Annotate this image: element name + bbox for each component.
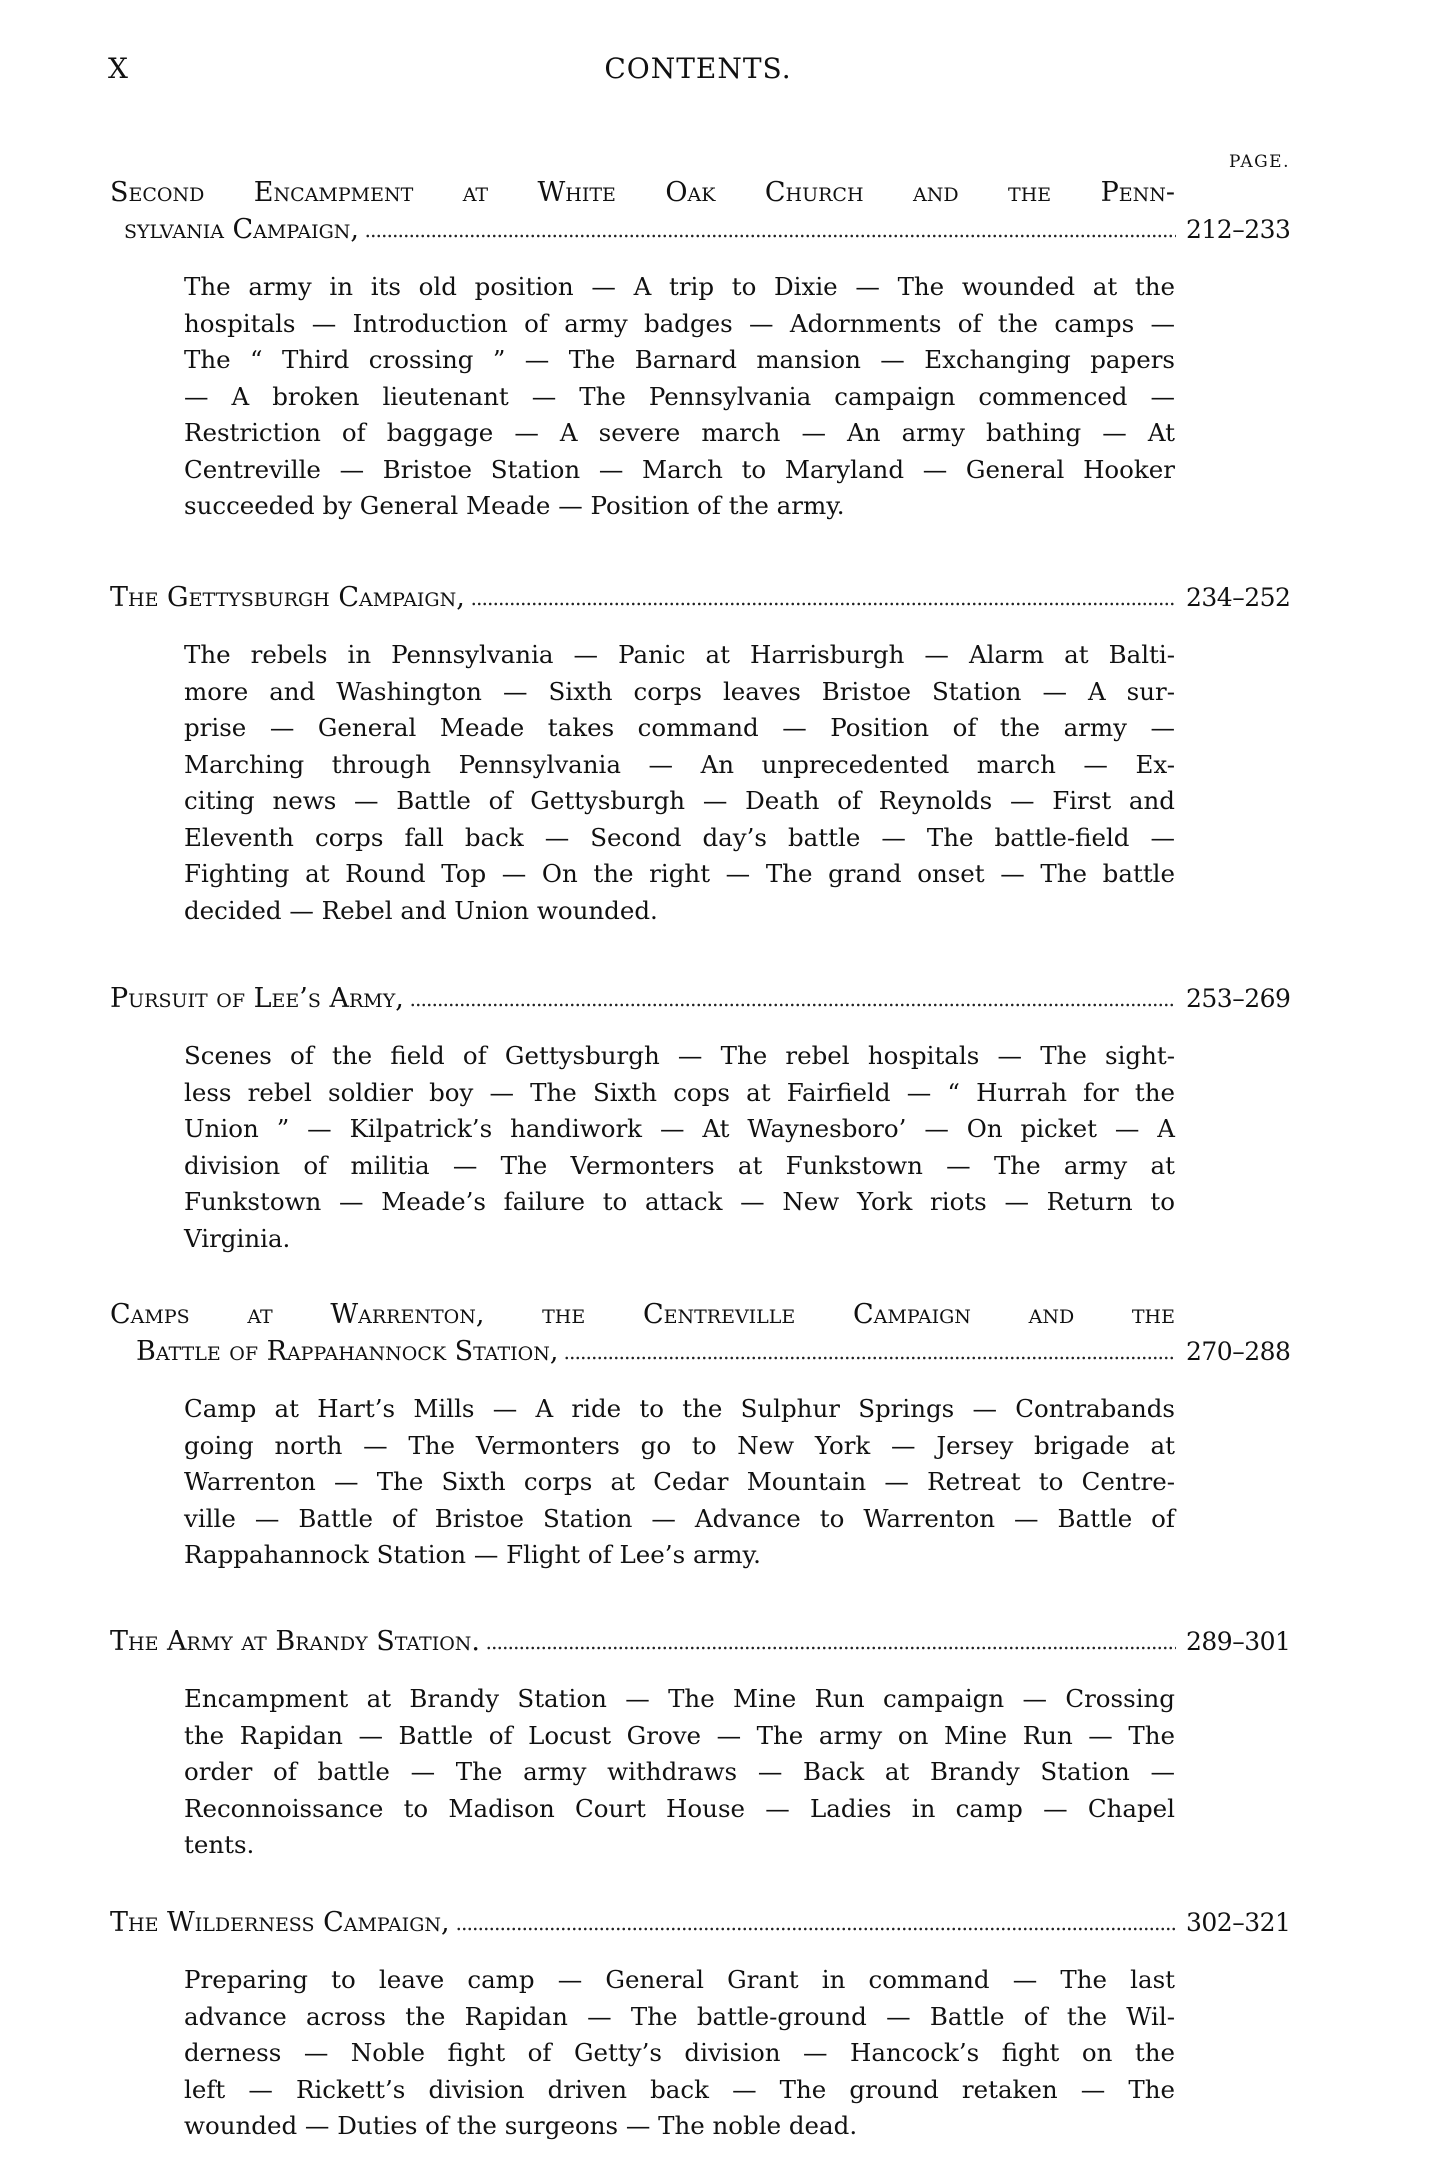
summary-line: the Rapidan — Battle of Locust Grove — The army on Mine Run — The (184, 1720, 1175, 1750)
summary-line: citing news — Battle of Gettysburgh — Death of Reynolds — First and (184, 786, 1175, 815)
summary-line: Warrenton — The Sixth corps at Cedar Mountain — Retreat to Centre- (184, 1467, 1175, 1496)
summary-line: advance across the Rapidan — The battle-ground — Battle of the Wil- (184, 2001, 1175, 2031)
entry-title-line (110, 1623, 1290, 1660)
summary-line: ville — Battle of Bristoe Station — Advance to Warrenton — Battle of (184, 1503, 1175, 1533)
summary-line: division of militia — The Vermonters at Funkstown — The army at (184, 1150, 1175, 1180)
entry-page-range: 302–321 (1186, 1908, 1291, 1937)
entry-title: Battle of Rappahannock Station, (136, 1336, 559, 1367)
summary-line: Funkstown — Meade’s failure to attack — New York riots — Return to (184, 1187, 1175, 1216)
entry-title: The Wilderness Campaign, (110, 1907, 450, 1938)
summary-line: Eleventh corps fall back — Second day’s battle — The battle-field — (184, 822, 1175, 852)
entry-page-range: 253–269 (1186, 984, 1291, 1013)
summary-line: decided — Rebel and Union wounded. (184, 895, 658, 925)
entry-title-line (110, 211, 1290, 248)
summary-line: more and Washington — Sixth corps leaves Bristoe Station — A sur- (184, 676, 1175, 706)
summary-line: prise — General Meade takes command — Position of the army — (184, 713, 1175, 742)
entry-page-range: 212–233 (1186, 215, 1291, 244)
summary-line: tents. (184, 1830, 255, 1859)
entry-title-line (110, 1333, 1290, 1370)
entry-summary (184, 637, 1175, 929)
toc-entry (110, 1623, 1290, 1864)
toc-entry (110, 1296, 1290, 1574)
toc-entry (110, 1904, 1290, 2145)
summary-line: less rebel soldier boy — The Sixth cops at Fairfield — “ Hurrah for the (184, 1077, 1175, 1107)
entry-title: Pursuit of Lee’s Army, (110, 983, 404, 1014)
entry-title-line (110, 579, 1290, 616)
toc-entry (110, 579, 1290, 929)
entry-summary (184, 1038, 1175, 1257)
summary-line: — A broken lieutenant — The Pennsylvania campaign commenced — (184, 381, 1175, 411)
summary-line: Rappahannock Station — Flight of Lee’s army. (184, 1540, 761, 1569)
entry-summary (184, 1681, 1175, 1864)
summary-line: The rebels in Pennsylvania — Panic at Harrisburgh — Alarm at Balti- (184, 640, 1175, 669)
dot-leader (471, 601, 1176, 607)
summary-line: Encampment at Brandy Station — The Mine Run campaign — Crossing (184, 1684, 1175, 1713)
entry-title: The Army at Brandy Station. (110, 1626, 480, 1657)
entry-page-range: 270–288 (1186, 1337, 1291, 1366)
entry-title: The Gettysburgh Campaign, (110, 582, 465, 613)
summary-line: Marching through Pennsylvania — An unprecedented march — Ex- (184, 749, 1175, 779)
summary-line: Camp at Hart’s Mills — A ride to the Sulphur Springs — Contrabands (184, 1394, 1175, 1423)
entry-page-range: 289–301 (1186, 1627, 1291, 1656)
summary-line: left — Rickett’s division driven back — The ground retaken — The (184, 2074, 1175, 2104)
page-folio: X (108, 52, 129, 85)
entry-page-range: 234–252 (1186, 583, 1291, 612)
running-title: CONTENTS. (604, 52, 792, 85)
entry-title: Second Encampment at White Oak Church and the Penn- (110, 177, 1175, 208)
summary-line: Fighting at Round Top — On the right — The grand onset — The battle (184, 859, 1175, 888)
summary-line: Restriction of baggage — A severe march — An army bathing — At (184, 418, 1175, 447)
summary-line: The army in its old position — A trip to Dixie — The wounded at the (184, 272, 1175, 301)
entry-title: Camps at Warrenton, the Centreville Campaign and the (110, 1299, 1175, 1330)
toc-entry (110, 174, 1290, 525)
entry-summary (184, 269, 1175, 525)
page-column-label: PAGE. (1228, 152, 1290, 172)
entry-title-line (110, 1296, 1175, 1333)
dot-leader (486, 1645, 1176, 1651)
summary-line: hospitals — Introduction of army badges — Adornments of the camps — (184, 308, 1175, 338)
dot-leader (564, 1355, 1176, 1361)
dot-leader (456, 1926, 1176, 1932)
entry-summary (184, 1962, 1175, 2145)
summary-line: order of battle — The army withdraws — Back at Brandy Station — (184, 1757, 1175, 1786)
summary-line: wounded — Duties of the surgeons — The noble dead. (184, 2111, 858, 2140)
summary-line: The “ Third crossing ” — The Barnard mansion — Exchanging papers (184, 345, 1175, 374)
summary-line: Reconnoissance to Madison Court House — Ladies in camp — Chapel (184, 1793, 1175, 1823)
entry-title-line (110, 174, 1175, 211)
entry-title: sylvania Campaign, (124, 214, 359, 245)
summary-line: succeeded by General Meade — Position of the army. (184, 491, 845, 520)
summary-line: going north — The Vermonters go to New York — Jersey brigade at (184, 1430, 1175, 1460)
summary-line: derness — Noble fight of Getty’s division — Hancock’s fight on the (184, 2038, 1175, 2067)
toc-entry (110, 980, 1290, 1257)
summary-line: Preparing to leave camp — General Grant in command — The last (184, 1965, 1175, 1994)
summary-line: Union ” — Kilpatrick’s handiwork — At Waynesboro’ — On picket — A (184, 1114, 1175, 1143)
dot-leader (365, 233, 1176, 239)
entry-title-line (110, 1904, 1290, 1941)
entry-summary (184, 1391, 1175, 1574)
summary-line: Centreville — Bristoe Station — March to Maryland — General Hooker (184, 454, 1175, 484)
dot-leader (410, 1002, 1176, 1008)
summary-line: Virginia. (184, 1223, 291, 1253)
entry-title-line (110, 980, 1290, 1017)
summary-line: Scenes of the field of Gettysburgh — The rebel hospitals — The sight- (184, 1041, 1175, 1070)
